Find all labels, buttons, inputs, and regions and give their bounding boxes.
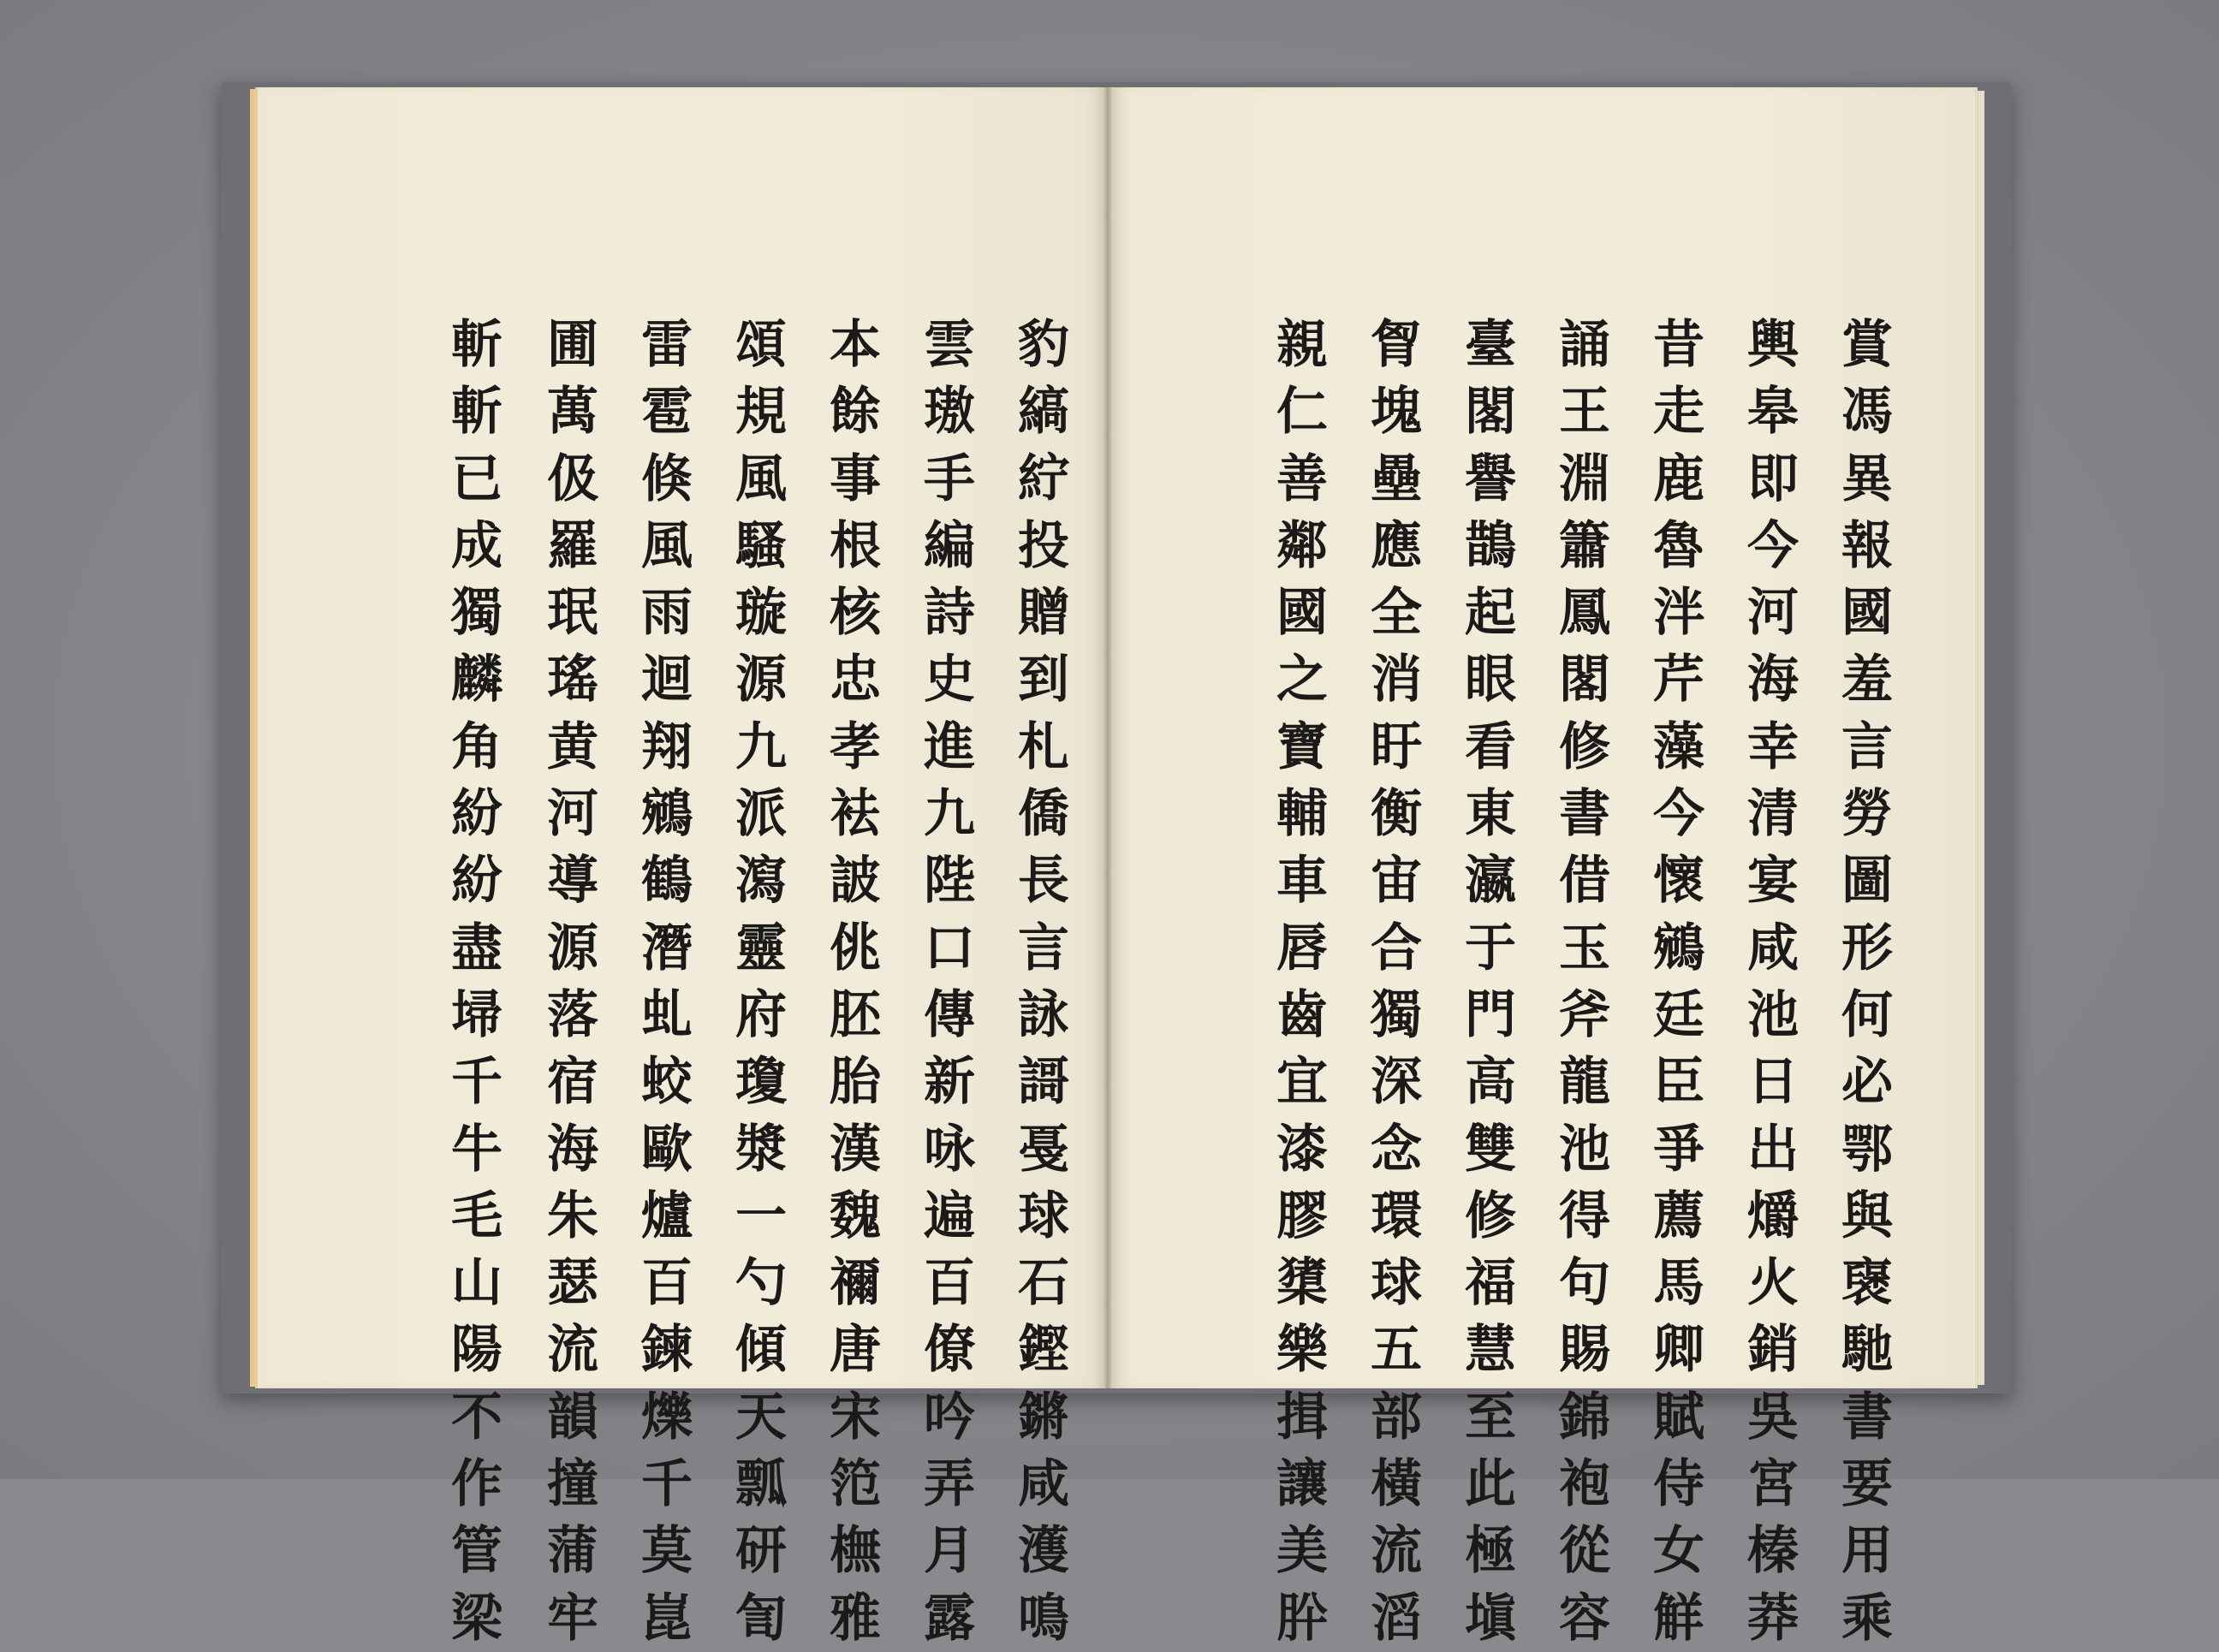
character: 瑟	[547, 1253, 598, 1314]
character: 簫	[1559, 515, 1610, 576]
character: 之	[1276, 650, 1328, 710]
character: 靈	[735, 918, 787, 978]
character: 東	[1465, 784, 1516, 845]
character: 作	[451, 1454, 503, 1515]
character: 梁	[451, 1588, 503, 1649]
character: 馳	[1841, 1320, 1893, 1381]
character: 合	[1371, 918, 1422, 978]
character: 國	[1276, 583, 1328, 644]
character: 環	[1371, 1186, 1422, 1246]
character: 一	[735, 1186, 787, 1246]
character: 璇	[735, 583, 787, 644]
character: 宋	[830, 1387, 881, 1447]
character: 藻	[1653, 716, 1704, 777]
left-column-6	[534, 312, 611, 1652]
character: 與	[1841, 1186, 1893, 1246]
character: 成	[451, 515, 503, 576]
character: 雨	[641, 583, 693, 644]
character: 門	[1465, 984, 1516, 1045]
character: 縞	[1018, 382, 1069, 443]
character: 傳	[924, 984, 975, 1045]
character: 廷	[1653, 984, 1704, 1045]
character: 鏗	[1018, 1320, 1069, 1381]
character: 流	[1371, 1521, 1422, 1582]
character: 馮	[1841, 382, 1893, 443]
character: 鶴	[641, 851, 693, 912]
character: 昔	[1653, 315, 1704, 375]
character: 襃	[1841, 1253, 1893, 1314]
right-column-1	[1829, 312, 1906, 1652]
character: 餘	[830, 382, 881, 443]
character: 圖	[1841, 851, 1893, 912]
character: 禰	[830, 1253, 881, 1314]
character: 盱	[1371, 716, 1422, 777]
character: 錦	[1559, 1387, 1610, 1447]
left-column-3	[817, 312, 894, 1652]
character: 孝	[830, 716, 881, 777]
character: 鄰	[1276, 515, 1328, 576]
character: 圃	[547, 315, 598, 375]
left-column-4	[723, 312, 800, 1652]
character: 詠	[1018, 984, 1069, 1045]
character: 獨	[451, 583, 503, 644]
character: 親	[1276, 315, 1328, 375]
character: 翔	[641, 716, 693, 777]
character: 觧	[1653, 1588, 1704, 1649]
character: 賞	[1841, 315, 1893, 375]
character: 僚	[924, 1320, 975, 1381]
character: 佻	[830, 918, 881, 978]
character: 詖	[830, 851, 881, 912]
character: 賜	[1559, 1320, 1610, 1381]
open-book	[221, 82, 2012, 1649]
character: 詩	[924, 583, 975, 644]
character: 淵	[1559, 449, 1610, 509]
character: 勞	[1841, 784, 1893, 845]
character: 朱	[547, 1186, 598, 1246]
character: 橥	[1276, 1253, 1328, 1314]
character: 宮	[1747, 1454, 1799, 1515]
character: 必	[1841, 1052, 1893, 1113]
character: 閣	[1465, 382, 1516, 443]
character: 異	[1841, 449, 1893, 509]
character: 瀉	[735, 851, 787, 912]
character: 騷	[735, 515, 787, 576]
character: 牛	[451, 1119, 503, 1180]
character: 借	[1559, 851, 1610, 912]
character: 本	[830, 315, 881, 375]
character: 書	[1559, 784, 1610, 845]
character: 漢	[830, 1119, 881, 1180]
character: 譽	[1465, 449, 1516, 509]
character: 唐	[830, 1320, 881, 1381]
character: 齒	[1276, 984, 1328, 1045]
character: 揖	[1276, 1387, 1328, 1447]
character: 爍	[641, 1387, 693, 1447]
character: 卿	[1653, 1320, 1704, 1381]
character: 衡	[1371, 784, 1422, 845]
character: 懷	[1653, 851, 1704, 912]
character: 全	[1371, 583, 1422, 644]
character: 池	[1559, 1119, 1610, 1180]
character: 胎	[830, 1052, 881, 1113]
character: 崑	[641, 1588, 693, 1649]
right-column-2	[1734, 312, 1811, 1652]
character: 盡	[451, 918, 503, 978]
character: 壘	[1371, 449, 1422, 509]
character: 莫	[641, 1521, 693, 1582]
character: 報	[1841, 515, 1893, 576]
character: 毛	[451, 1186, 503, 1246]
character: 侍	[1653, 1454, 1704, 1515]
character: 濩	[1018, 1521, 1069, 1582]
character: 爝	[1747, 1186, 1799, 1246]
character: 起	[1465, 583, 1516, 644]
character: 漆	[1276, 1119, 1328, 1180]
character: 鵲	[1465, 515, 1516, 576]
character: 雙	[1465, 1119, 1516, 1180]
character: 鄂	[1841, 1119, 1893, 1180]
character: 傾	[735, 1320, 787, 1381]
character: 塡	[1465, 1588, 1516, 1649]
character: 胷	[1371, 315, 1422, 375]
character: 女	[1653, 1521, 1704, 1582]
character: 滔	[1371, 1588, 1422, 1649]
character: 幸	[1747, 716, 1799, 777]
character: 源	[735, 650, 787, 710]
character: 唇	[1276, 918, 1328, 978]
character: 宿	[547, 1052, 598, 1113]
character: 芹	[1653, 650, 1704, 710]
character: 鍊	[641, 1320, 693, 1381]
character: 九	[924, 784, 975, 845]
character: 蒲	[547, 1521, 598, 1582]
character: 讓	[1276, 1454, 1328, 1515]
character: 麟	[451, 650, 503, 710]
left-page	[255, 87, 1104, 1649]
character: 肸	[1276, 1588, 1328, 1649]
character: 國	[1841, 583, 1893, 644]
character: 遍	[924, 1186, 975, 1246]
character: 福	[1465, 1253, 1516, 1314]
character: 陽	[451, 1320, 503, 1381]
character: 角	[451, 716, 503, 777]
character: 派	[735, 784, 787, 845]
character: 贈	[1018, 583, 1069, 644]
character: 日	[1747, 1052, 1799, 1113]
character: 落	[547, 984, 598, 1045]
character: 口	[924, 918, 975, 978]
character: 極	[1465, 1521, 1516, 1582]
character: 慧	[1465, 1320, 1516, 1381]
character: 今	[1747, 515, 1799, 576]
character: 仁	[1276, 382, 1328, 443]
character: 此	[1465, 1454, 1516, 1515]
character: 進	[924, 716, 975, 777]
character: 要	[1841, 1454, 1893, 1515]
character: 龍	[1559, 1052, 1610, 1113]
character: 黄	[547, 716, 598, 777]
character: 露	[924, 1588, 975, 1649]
character: 戞	[1018, 1119, 1069, 1180]
character: 斬	[451, 382, 503, 443]
character: 伋	[547, 449, 598, 509]
character: 善	[1276, 449, 1328, 509]
character: 潛	[641, 918, 693, 978]
character: 鳳	[1559, 583, 1610, 644]
character: 史	[924, 650, 975, 710]
character: 九	[735, 716, 787, 777]
character: 今	[1653, 784, 1704, 845]
character: 編	[924, 515, 975, 576]
character: 石	[1018, 1253, 1069, 1314]
left-column-2	[911, 312, 988, 1652]
character: 羞	[1841, 650, 1893, 710]
character: 應	[1371, 515, 1422, 576]
character: 臺	[1465, 315, 1516, 375]
character: 膠	[1276, 1186, 1328, 1246]
character: 修	[1465, 1186, 1516, 1246]
character: 爐	[641, 1186, 693, 1246]
character: 歐	[641, 1119, 693, 1180]
character: 虬	[641, 984, 693, 1045]
character: 鏘	[1018, 1387, 1069, 1447]
character: 鳴	[1018, 1588, 1069, 1649]
left-column-7	[438, 312, 515, 1652]
character: 袪	[830, 784, 881, 845]
character: 紵	[1018, 449, 1069, 509]
character: 用	[1841, 1521, 1893, 1582]
character: 長	[1018, 851, 1069, 912]
character: 百	[924, 1253, 975, 1314]
character: 宜	[1276, 1052, 1328, 1113]
character: 山	[451, 1253, 503, 1314]
character: 言	[1841, 716, 1893, 777]
right-column-5	[1452, 312, 1529, 1652]
character: 漿	[735, 1119, 787, 1180]
character: 消	[1371, 650, 1422, 710]
character: 雹	[641, 382, 693, 443]
character: 書	[1841, 1387, 1893, 1447]
character: 天	[735, 1387, 787, 1447]
character: 弄	[924, 1454, 975, 1515]
character: 豹	[1018, 315, 1069, 375]
character: 宙	[1371, 851, 1422, 912]
character: 池	[1747, 984, 1799, 1045]
character: 埽	[451, 984, 503, 1045]
right-column-3	[1640, 312, 1717, 1652]
character: 五	[1371, 1320, 1422, 1381]
character: 陛	[924, 851, 975, 912]
character: 王	[1559, 382, 1610, 443]
character: 已	[451, 449, 503, 509]
character: 瀛	[1465, 851, 1516, 912]
character: 牢	[547, 1588, 598, 1649]
character: 看	[1465, 716, 1516, 777]
character: 海	[1747, 650, 1799, 710]
character: 吟	[924, 1387, 975, 1447]
character: 咸	[1747, 918, 1799, 978]
character: 容	[1559, 1588, 1610, 1649]
character: 即	[1747, 449, 1799, 509]
character: 球	[1371, 1253, 1422, 1314]
character: 修	[1559, 716, 1610, 777]
character: 手	[924, 449, 975, 509]
character: 樂	[1276, 1320, 1328, 1381]
character: 魏	[830, 1186, 881, 1246]
character: 僑	[1018, 784, 1069, 845]
character: 鵷	[1653, 918, 1704, 978]
character: 橫	[1371, 1454, 1422, 1515]
character: 從	[1559, 1521, 1610, 1582]
character: 根	[830, 515, 881, 576]
character: 泮	[1653, 583, 1704, 644]
character: 爭	[1653, 1119, 1704, 1180]
character: 倏	[641, 449, 693, 509]
character: 閣	[1559, 650, 1610, 710]
character: 勺	[735, 1253, 787, 1314]
character: 何	[1841, 984, 1893, 1045]
character: 到	[1018, 650, 1069, 710]
character: 走	[1653, 382, 1704, 443]
character: 鹿	[1653, 449, 1704, 509]
character: 皋	[1747, 382, 1799, 443]
character: 璈	[924, 382, 975, 443]
character: 雅	[830, 1588, 881, 1649]
character: 鵷	[641, 784, 693, 845]
character: 河	[1747, 583, 1799, 644]
character: 雷	[641, 315, 693, 375]
right-column-6	[1358, 312, 1435, 1652]
character: 百	[641, 1253, 693, 1314]
right-column-4	[1546, 312, 1623, 1652]
character: 高	[1465, 1052, 1516, 1113]
character: 撞	[547, 1454, 598, 1515]
character: 頌	[735, 315, 787, 375]
character: 乘	[1841, 1588, 1893, 1649]
character: 至	[1465, 1387, 1516, 1447]
character: 瓊	[735, 1052, 787, 1113]
character: 馬	[1653, 1253, 1704, 1314]
character: 形	[1841, 918, 1893, 978]
character: 萬	[547, 382, 598, 443]
character: 海	[547, 1119, 598, 1180]
character: 風	[641, 515, 693, 576]
character: 于	[1465, 918, 1516, 978]
character: 宴	[1747, 851, 1799, 912]
character: 忠	[830, 650, 881, 710]
character: 不	[451, 1387, 503, 1447]
character: 新	[924, 1052, 975, 1113]
character: 美	[1276, 1521, 1328, 1582]
character: 風	[735, 449, 787, 509]
character: 吳	[1747, 1387, 1799, 1447]
character: 念	[1371, 1119, 1422, 1180]
character: 規	[735, 382, 787, 443]
character: 銷	[1747, 1320, 1799, 1381]
character: 迴	[641, 650, 693, 710]
character: 誦	[1559, 315, 1610, 375]
character: 咸	[1018, 1454, 1069, 1515]
character: 咏	[924, 1119, 975, 1180]
character: 清	[1747, 784, 1799, 845]
character: 羅	[547, 515, 598, 576]
character: 獨	[1371, 984, 1422, 1045]
character: 車	[1276, 851, 1328, 912]
character: 出	[1747, 1119, 1799, 1180]
character: 榛	[1747, 1521, 1799, 1582]
character: 札	[1018, 716, 1069, 777]
character: 袍	[1559, 1454, 1610, 1515]
character: 謌	[1018, 1052, 1069, 1113]
character: 橅	[830, 1521, 881, 1582]
character: 源	[547, 918, 598, 978]
character: 火	[1747, 1253, 1799, 1314]
character: 珉	[547, 583, 598, 644]
character: 管	[451, 1521, 503, 1582]
character: 得	[1559, 1186, 1610, 1246]
character: 胚	[830, 984, 881, 1045]
character: 千	[641, 1454, 693, 1515]
character: 瓢	[735, 1454, 787, 1515]
character: 塊	[1371, 382, 1422, 443]
character: 部	[1371, 1387, 1422, 1447]
character: 研	[735, 1521, 787, 1582]
character: 瑤	[547, 650, 598, 710]
character: 事	[830, 449, 881, 509]
character: 深	[1371, 1052, 1422, 1113]
character: 韻	[547, 1387, 598, 1447]
character: 輿	[1747, 315, 1799, 375]
character: 流	[547, 1320, 598, 1381]
character: 莽	[1747, 1588, 1799, 1649]
character: 雲	[924, 315, 975, 375]
character: 紛	[451, 784, 503, 845]
character: 笵	[830, 1454, 881, 1515]
right-column-7	[1264, 312, 1341, 1652]
character: 眼	[1465, 650, 1516, 710]
character: 訇	[735, 1588, 787, 1649]
character: 府	[735, 984, 787, 1045]
character: 玉	[1559, 918, 1610, 978]
character: 核	[830, 583, 881, 644]
character: 紛	[451, 851, 503, 912]
character: 河	[547, 784, 598, 845]
character: 寶	[1276, 716, 1328, 777]
character: 臣	[1653, 1052, 1704, 1113]
character: 斧	[1559, 984, 1610, 1045]
left-column-5	[628, 312, 705, 1652]
character: 賦	[1653, 1387, 1704, 1447]
character: 魯	[1653, 515, 1704, 576]
character: 球	[1018, 1186, 1069, 1246]
character: 斬	[451, 315, 503, 375]
character: 言	[1018, 918, 1069, 978]
character: 薦	[1653, 1186, 1704, 1246]
character: 投	[1018, 515, 1069, 576]
right-page	[1111, 87, 1978, 1649]
character: 千	[451, 1052, 503, 1113]
character: 輔	[1276, 784, 1328, 845]
character: 導	[547, 851, 598, 912]
character: 蛟	[641, 1052, 693, 1113]
left-column-1	[1005, 312, 1082, 1652]
character: 月	[924, 1521, 975, 1582]
character: 句	[1559, 1253, 1610, 1314]
